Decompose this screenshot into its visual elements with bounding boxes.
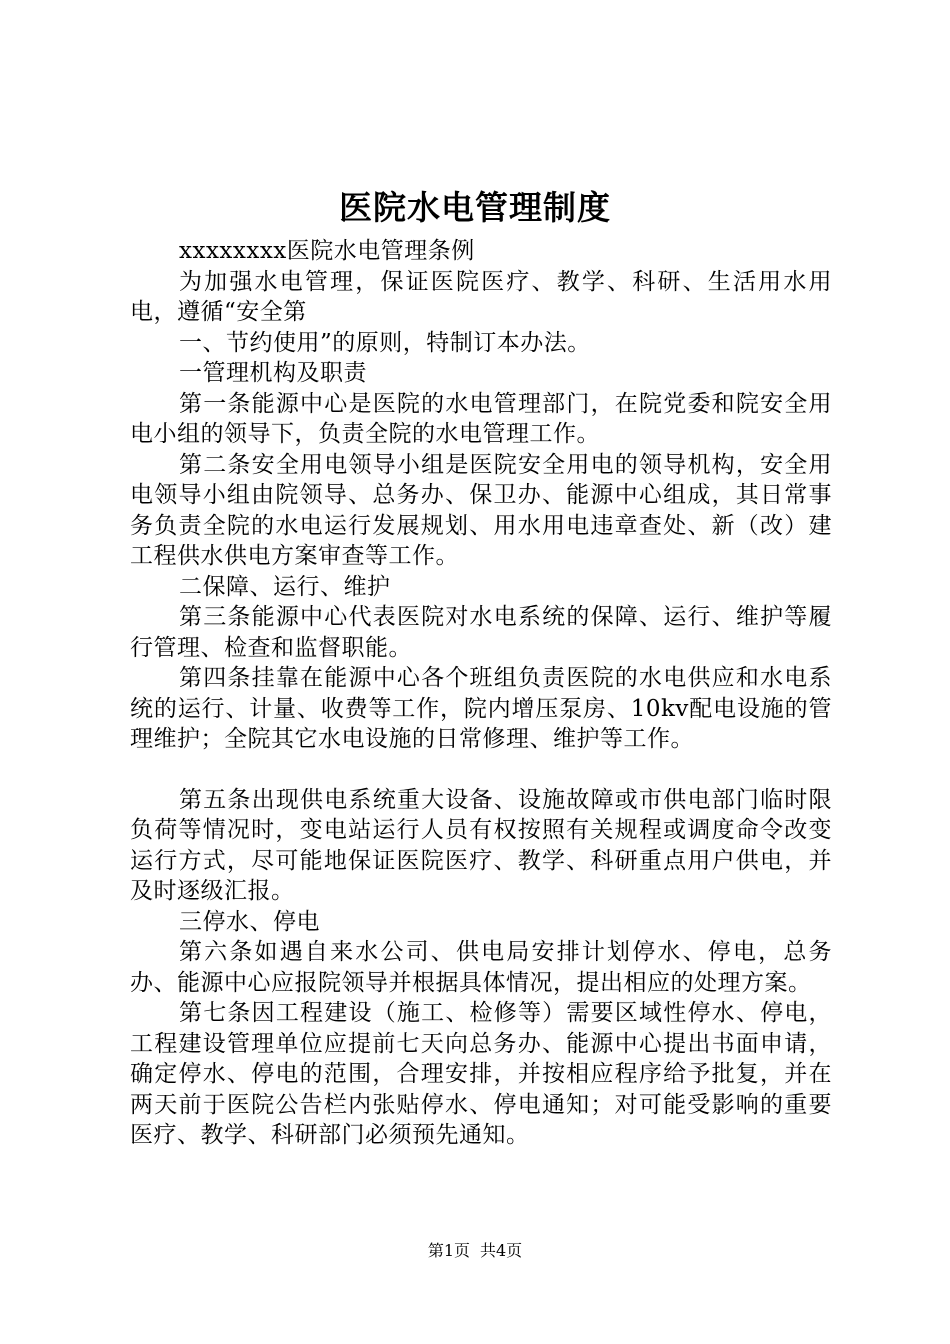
section-heading-2: 二保障、运行、维护 xyxy=(179,573,391,600)
article-5: 第五条出现供电系统重大设备、设施故障或市供电部门临时限负荷等情况时，变电站运行人员有权按照有关规程或调度命令改变运行方式，尽可能地保证医院医疗、教学、科研重点用户供电，并及时逐级汇报。 xyxy=(130,786,832,904)
paragraph-intro: 为加强水电管理，保证医院医疗、教学、科研、生活用水用电，遵循“安全第 xyxy=(130,268,832,325)
section-heading-1: 一管理机构及职责 xyxy=(179,360,367,386)
paragraph-gap xyxy=(130,755,832,785)
article-4: 第四条挂靠在能源中心各个班组负责医院的水电供应和水电系统的运行、计量、收费等工作，院内增压泵房、10kv配电设施的管理维护；全院其它水电设施的日常修理、维护等工作。 xyxy=(130,665,832,752)
article-2: 第二条安全用电领导小组是医院安全用电的领导机构，安全用电领导小组由院领导、总务办、保卫办、能源中心组成，其日常事务负责全院的水电运行发展规划、用水用电违章查处、新（改）建工程供水供电方案审查等工作。 xyxy=(130,451,832,569)
article-3: 第三条能源中心代表医院对水电系统的保障、运行、维护等履行管理、检查和监督职能。 xyxy=(130,604,832,661)
page-total: 共4页 xyxy=(480,1241,523,1260)
document-body xyxy=(130,236,832,1151)
article-7: 第七条因工程建设（施工、检修等）需要区域性停水、停电，工程建设管理单位应提前七天向总务办、能源中心提出书面申请，确定停水、停电的范围，合理安排，并按相应程序给予批复，并在两天前于医院公告栏内张贴停水、停电通知；对可能受影响的重要医疗、教学、科研部门必须预先通知。 xyxy=(130,1000,832,1148)
paragraph-heading: xxxxxxxx医院水电管理条例 xyxy=(179,238,475,264)
article-1: 第一条能源中心是医院的水电管理部门，在院党委和院安全用电小组的领导下，负责全院的水电管理工作。 xyxy=(130,390,832,447)
document-title: 医院水电管理制度 xyxy=(339,188,611,227)
page-number: 第1页 xyxy=(427,1241,470,1260)
article-6: 第六条如遇自来水公司、供电局安排计划停水、停电，总务办、能源中心应报院领导并根据具体情况，提出相应的处理方案。 xyxy=(130,939,832,996)
page-footer xyxy=(0,1240,950,1262)
section-heading-3: 三停水、停电 xyxy=(179,908,320,935)
paragraph-intro-cont: 一、节约使用”的原则，特制订本办法。 xyxy=(179,329,591,356)
